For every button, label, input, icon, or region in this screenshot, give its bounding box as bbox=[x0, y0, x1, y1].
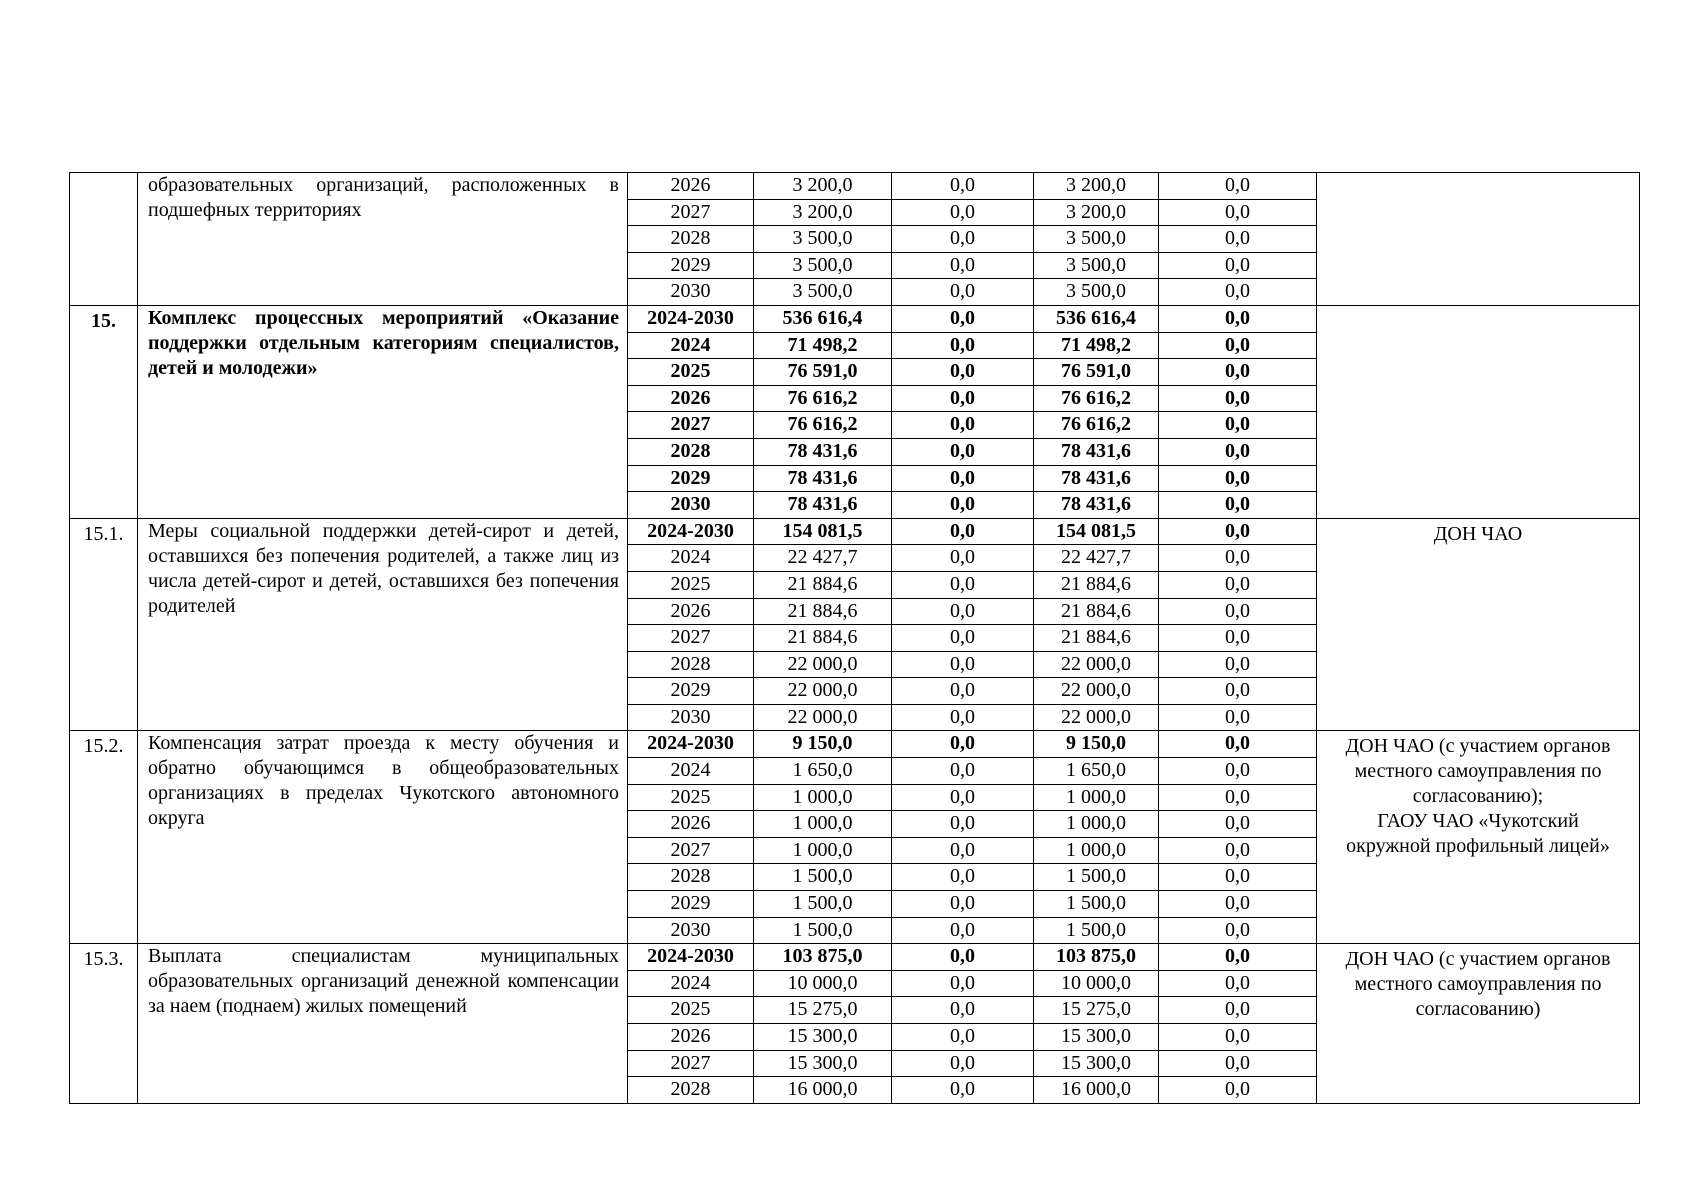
other-cell: 0,0 bbox=[1159, 970, 1317, 997]
other-cell: 0,0 bbox=[1159, 625, 1317, 652]
federal-cell: 0,0 bbox=[892, 970, 1034, 997]
regional-cell: 76 591,0 bbox=[1034, 359, 1159, 386]
federal-cell: 0,0 bbox=[892, 704, 1034, 731]
total-cell: 1 650,0 bbox=[754, 758, 892, 785]
other-cell: 0,0 bbox=[1159, 651, 1317, 678]
year-cell: 2024 bbox=[628, 758, 754, 785]
year-cell: 2026 bbox=[628, 385, 754, 412]
other-cell: 0,0 bbox=[1159, 252, 1317, 279]
table-body bbox=[70, 173, 1640, 1104]
total-cell: 22 000,0 bbox=[754, 651, 892, 678]
total-cell: 1 000,0 bbox=[754, 784, 892, 811]
federal-cell: 0,0 bbox=[892, 199, 1034, 226]
item-number bbox=[70, 173, 138, 306]
year-cell: 2030 bbox=[628, 704, 754, 731]
regional-cell: 76 616,2 bbox=[1034, 412, 1159, 439]
total-cell: 536 616,4 bbox=[754, 305, 892, 332]
federal-cell: 0,0 bbox=[892, 305, 1034, 332]
other-cell: 0,0 bbox=[1159, 678, 1317, 705]
total-cell: 76 591,0 bbox=[754, 359, 892, 386]
other-cell: 0,0 bbox=[1159, 518, 1317, 545]
total-cell: 3 500,0 bbox=[754, 226, 892, 253]
year-cell: 2029 bbox=[628, 465, 754, 492]
other-cell: 0,0 bbox=[1159, 571, 1317, 598]
regional-cell: 1 500,0 bbox=[1034, 891, 1159, 918]
federal-cell: 0,0 bbox=[892, 359, 1034, 386]
year-cell: 2025 bbox=[628, 359, 754, 386]
regional-cell: 78 431,6 bbox=[1034, 438, 1159, 465]
regional-cell: 103 875,0 bbox=[1034, 944, 1159, 971]
responsible-executor bbox=[1317, 173, 1640, 306]
federal-cell: 0,0 bbox=[892, 332, 1034, 359]
other-cell: 0,0 bbox=[1159, 412, 1317, 439]
table-row bbox=[70, 944, 1640, 971]
regional-cell: 15 300,0 bbox=[1034, 1050, 1159, 1077]
total-cell: 15 300,0 bbox=[754, 1050, 892, 1077]
total-cell: 3 500,0 bbox=[754, 252, 892, 279]
other-cell: 0,0 bbox=[1159, 704, 1317, 731]
other-cell: 0,0 bbox=[1159, 811, 1317, 838]
other-cell: 0,0 bbox=[1159, 917, 1317, 944]
year-cell: 2027 bbox=[628, 412, 754, 439]
federal-cell: 0,0 bbox=[892, 944, 1034, 971]
total-cell: 15 300,0 bbox=[754, 1024, 892, 1051]
other-cell: 0,0 bbox=[1159, 1050, 1317, 1077]
federal-cell: 0,0 bbox=[892, 412, 1034, 439]
total-cell: 10 000,0 bbox=[754, 970, 892, 997]
total-cell: 1 500,0 bbox=[754, 891, 892, 918]
other-cell: 0,0 bbox=[1159, 385, 1317, 412]
total-cell: 22 000,0 bbox=[754, 678, 892, 705]
federal-cell: 0,0 bbox=[892, 252, 1034, 279]
other-cell: 0,0 bbox=[1159, 944, 1317, 971]
item-number: 15. bbox=[70, 305, 138, 518]
other-cell: 0,0 bbox=[1159, 332, 1317, 359]
regional-cell: 10 000,0 bbox=[1034, 970, 1159, 997]
regional-cell: 1 000,0 bbox=[1034, 837, 1159, 864]
responsible-line: местного самоуправления по bbox=[1354, 973, 1602, 996]
responsible-executor bbox=[1317, 305, 1640, 518]
regional-cell: 22 427,7 bbox=[1034, 545, 1159, 572]
regional-cell: 9 150,0 bbox=[1034, 731, 1159, 758]
other-cell: 0,0 bbox=[1159, 598, 1317, 625]
regional-cell: 16 000,0 bbox=[1034, 1077, 1159, 1104]
federal-cell: 0,0 bbox=[892, 997, 1034, 1024]
year-cell: 2025 bbox=[628, 571, 754, 598]
total-cell: 1 000,0 bbox=[754, 811, 892, 838]
total-cell: 154 081,5 bbox=[754, 518, 892, 545]
federal-cell: 0,0 bbox=[892, 226, 1034, 253]
federal-cell: 0,0 bbox=[892, 837, 1034, 864]
regional-cell: 3 500,0 bbox=[1034, 252, 1159, 279]
total-cell: 21 884,6 bbox=[754, 625, 892, 652]
regional-cell: 21 884,6 bbox=[1034, 571, 1159, 598]
federal-cell: 0,0 bbox=[892, 1050, 1034, 1077]
total-cell: 3 200,0 bbox=[754, 199, 892, 226]
budget-table bbox=[69, 172, 1640, 1104]
responsible-line: ДОН ЧАО bbox=[1433, 522, 1523, 545]
year-cell: 2028 bbox=[628, 438, 754, 465]
federal-cell: 0,0 bbox=[892, 438, 1034, 465]
regional-cell: 3 500,0 bbox=[1034, 226, 1159, 253]
year-cell: 2026 bbox=[628, 1024, 754, 1051]
other-cell: 0,0 bbox=[1159, 545, 1317, 572]
regional-cell: 78 431,6 bbox=[1034, 465, 1159, 492]
total-cell: 103 875,0 bbox=[754, 944, 892, 971]
year-cell: 2029 bbox=[628, 891, 754, 918]
table-row bbox=[70, 731, 1640, 758]
federal-cell: 0,0 bbox=[892, 385, 1034, 412]
other-cell: 0,0 bbox=[1159, 173, 1317, 200]
federal-cell: 0,0 bbox=[892, 1077, 1034, 1104]
federal-cell: 0,0 bbox=[892, 917, 1034, 944]
other-cell: 0,0 bbox=[1159, 359, 1317, 386]
regional-cell: 1 650,0 bbox=[1034, 758, 1159, 785]
table-row bbox=[70, 173, 1640, 200]
year-cell: 2024-2030 bbox=[628, 305, 754, 332]
year-cell: 2027 bbox=[628, 199, 754, 226]
regional-cell: 1 000,0 bbox=[1034, 784, 1159, 811]
other-cell: 0,0 bbox=[1159, 731, 1317, 758]
responsible-line: окружной профильный лицей» bbox=[1346, 835, 1610, 858]
federal-cell: 0,0 bbox=[892, 571, 1034, 598]
year-cell: 2026 bbox=[628, 173, 754, 200]
table-row bbox=[70, 518, 1640, 545]
regional-cell: 22 000,0 bbox=[1034, 678, 1159, 705]
responsible-line: ГАОУ ЧАО «Чукотский bbox=[1377, 810, 1579, 833]
year-cell: 2029 bbox=[628, 252, 754, 279]
total-cell: 71 498,2 bbox=[754, 332, 892, 359]
year-cell: 2025 bbox=[628, 997, 754, 1024]
total-cell: 22 427,7 bbox=[754, 545, 892, 572]
year-cell: 2024 bbox=[628, 970, 754, 997]
federal-cell: 0,0 bbox=[892, 864, 1034, 891]
item-name: Выплата специалистам муниципальных образовательных организаций денежной компенсации за наем (поднаем) жилых помещений bbox=[138, 944, 628, 1104]
federal-cell: 0,0 bbox=[892, 518, 1034, 545]
federal-cell: 0,0 bbox=[892, 465, 1034, 492]
federal-cell: 0,0 bbox=[892, 758, 1034, 785]
other-cell: 0,0 bbox=[1159, 784, 1317, 811]
year-cell: 2028 bbox=[628, 1077, 754, 1104]
federal-cell: 0,0 bbox=[892, 598, 1034, 625]
total-cell: 78 431,6 bbox=[754, 438, 892, 465]
total-cell: 21 884,6 bbox=[754, 598, 892, 625]
year-cell: 2027 bbox=[628, 625, 754, 652]
responsible-line: ДОН ЧАО (с участием органов bbox=[1345, 735, 1611, 758]
total-cell: 76 616,2 bbox=[754, 412, 892, 439]
item-name: Комплекс процессных мероприятий «Оказание поддержки отдельным категориям специалистов, детей и молодежи» bbox=[138, 305, 628, 518]
other-cell: 0,0 bbox=[1159, 837, 1317, 864]
regional-cell: 21 884,6 bbox=[1034, 625, 1159, 652]
other-cell: 0,0 bbox=[1159, 226, 1317, 253]
total-cell: 21 884,6 bbox=[754, 571, 892, 598]
regional-cell: 3 500,0 bbox=[1034, 279, 1159, 306]
year-cell: 2030 bbox=[628, 279, 754, 306]
regional-cell: 22 000,0 bbox=[1034, 651, 1159, 678]
year-cell: 2028 bbox=[628, 651, 754, 678]
responsible-line: местного самоуправления по bbox=[1354, 760, 1602, 783]
year-cell: 2024 bbox=[628, 332, 754, 359]
year-cell: 2024-2030 bbox=[628, 518, 754, 545]
regional-cell: 22 000,0 bbox=[1034, 704, 1159, 731]
total-cell: 1 500,0 bbox=[754, 917, 892, 944]
responsible-executor bbox=[1317, 518, 1640, 731]
total-cell: 78 431,6 bbox=[754, 465, 892, 492]
responsible-line: согласованию) bbox=[1415, 998, 1541, 1021]
other-cell: 0,0 bbox=[1159, 492, 1317, 519]
other-cell: 0,0 bbox=[1159, 279, 1317, 306]
regional-cell: 15 275,0 bbox=[1034, 997, 1159, 1024]
year-cell: 2030 bbox=[628, 917, 754, 944]
other-cell: 0,0 bbox=[1159, 997, 1317, 1024]
item-number: 15.1. bbox=[70, 518, 138, 731]
regional-cell: 154 081,5 bbox=[1034, 518, 1159, 545]
item-name: образовательных организаций, расположенных в подшефных территориях bbox=[138, 173, 628, 306]
federal-cell: 0,0 bbox=[892, 1024, 1034, 1051]
total-cell: 3 200,0 bbox=[754, 173, 892, 200]
regional-cell: 1 500,0 bbox=[1034, 917, 1159, 944]
total-cell: 1 500,0 bbox=[754, 864, 892, 891]
year-cell: 2028 bbox=[628, 226, 754, 253]
regional-cell: 71 498,2 bbox=[1034, 332, 1159, 359]
other-cell: 0,0 bbox=[1159, 199, 1317, 226]
responsible-line: согласованию); bbox=[1412, 785, 1544, 808]
total-cell: 9 150,0 bbox=[754, 731, 892, 758]
regional-cell: 3 200,0 bbox=[1034, 199, 1159, 226]
year-cell: 2030 bbox=[628, 492, 754, 519]
year-cell: 2028 bbox=[628, 864, 754, 891]
total-cell: 15 275,0 bbox=[754, 997, 892, 1024]
federal-cell: 0,0 bbox=[892, 492, 1034, 519]
regional-cell: 78 431,6 bbox=[1034, 492, 1159, 519]
total-cell: 3 500,0 bbox=[754, 279, 892, 306]
federal-cell: 0,0 bbox=[892, 625, 1034, 652]
responsible-executor bbox=[1317, 944, 1640, 1104]
year-cell: 2026 bbox=[628, 811, 754, 838]
federal-cell: 0,0 bbox=[892, 279, 1034, 306]
other-cell: 0,0 bbox=[1159, 465, 1317, 492]
federal-cell: 0,0 bbox=[892, 678, 1034, 705]
year-cell: 2024 bbox=[628, 545, 754, 572]
year-cell: 2025 bbox=[628, 784, 754, 811]
year-cell: 2024-2030 bbox=[628, 944, 754, 971]
item-name: Меры социальной поддержки детей-сирот и детей, оставшихся без попечения родителей, а также лиц из числа детей-сирот и детей, оставшихся без попечения родителей bbox=[138, 518, 628, 731]
year-cell: 2027 bbox=[628, 837, 754, 864]
table-row bbox=[70, 305, 1640, 332]
total-cell: 1 000,0 bbox=[754, 837, 892, 864]
total-cell: 22 000,0 bbox=[754, 704, 892, 731]
regional-cell: 1 500,0 bbox=[1034, 864, 1159, 891]
other-cell: 0,0 bbox=[1159, 1077, 1317, 1104]
other-cell: 0,0 bbox=[1159, 758, 1317, 785]
item-number: 15.2. bbox=[70, 731, 138, 944]
total-cell: 16 000,0 bbox=[754, 1077, 892, 1104]
other-cell: 0,0 bbox=[1159, 438, 1317, 465]
total-cell: 76 616,2 bbox=[754, 385, 892, 412]
regional-cell: 536 616,4 bbox=[1034, 305, 1159, 332]
regional-cell: 21 884,6 bbox=[1034, 598, 1159, 625]
federal-cell: 0,0 bbox=[892, 811, 1034, 838]
federal-cell: 0,0 bbox=[892, 784, 1034, 811]
year-cell: 2029 bbox=[628, 678, 754, 705]
federal-cell: 0,0 bbox=[892, 545, 1034, 572]
item-name: Компенсация затрат проезда к месту обучения и обратно обучающимся в общеобразовательных организациях в пределах Чукотского автономного округа bbox=[138, 731, 628, 944]
other-cell: 0,0 bbox=[1159, 305, 1317, 332]
item-number: 15.3. bbox=[70, 944, 138, 1104]
federal-cell: 0,0 bbox=[892, 891, 1034, 918]
federal-cell: 0,0 bbox=[892, 651, 1034, 678]
other-cell: 0,0 bbox=[1159, 864, 1317, 891]
year-cell: 2026 bbox=[628, 598, 754, 625]
responsible-line: ДОН ЧАО (с участием органов bbox=[1345, 948, 1611, 971]
regional-cell: 15 300,0 bbox=[1034, 1024, 1159, 1051]
regional-cell: 3 200,0 bbox=[1034, 173, 1159, 200]
year-cell: 2027 bbox=[628, 1050, 754, 1077]
regional-cell: 76 616,2 bbox=[1034, 385, 1159, 412]
total-cell: 78 431,6 bbox=[754, 492, 892, 519]
regional-cell: 1 000,0 bbox=[1034, 811, 1159, 838]
other-cell: 0,0 bbox=[1159, 1024, 1317, 1051]
federal-cell: 0,0 bbox=[892, 173, 1034, 200]
federal-cell: 0,0 bbox=[892, 731, 1034, 758]
other-cell: 0,0 bbox=[1159, 891, 1317, 918]
year-cell: 2024-2030 bbox=[628, 731, 754, 758]
responsible-executor bbox=[1317, 731, 1640, 944]
